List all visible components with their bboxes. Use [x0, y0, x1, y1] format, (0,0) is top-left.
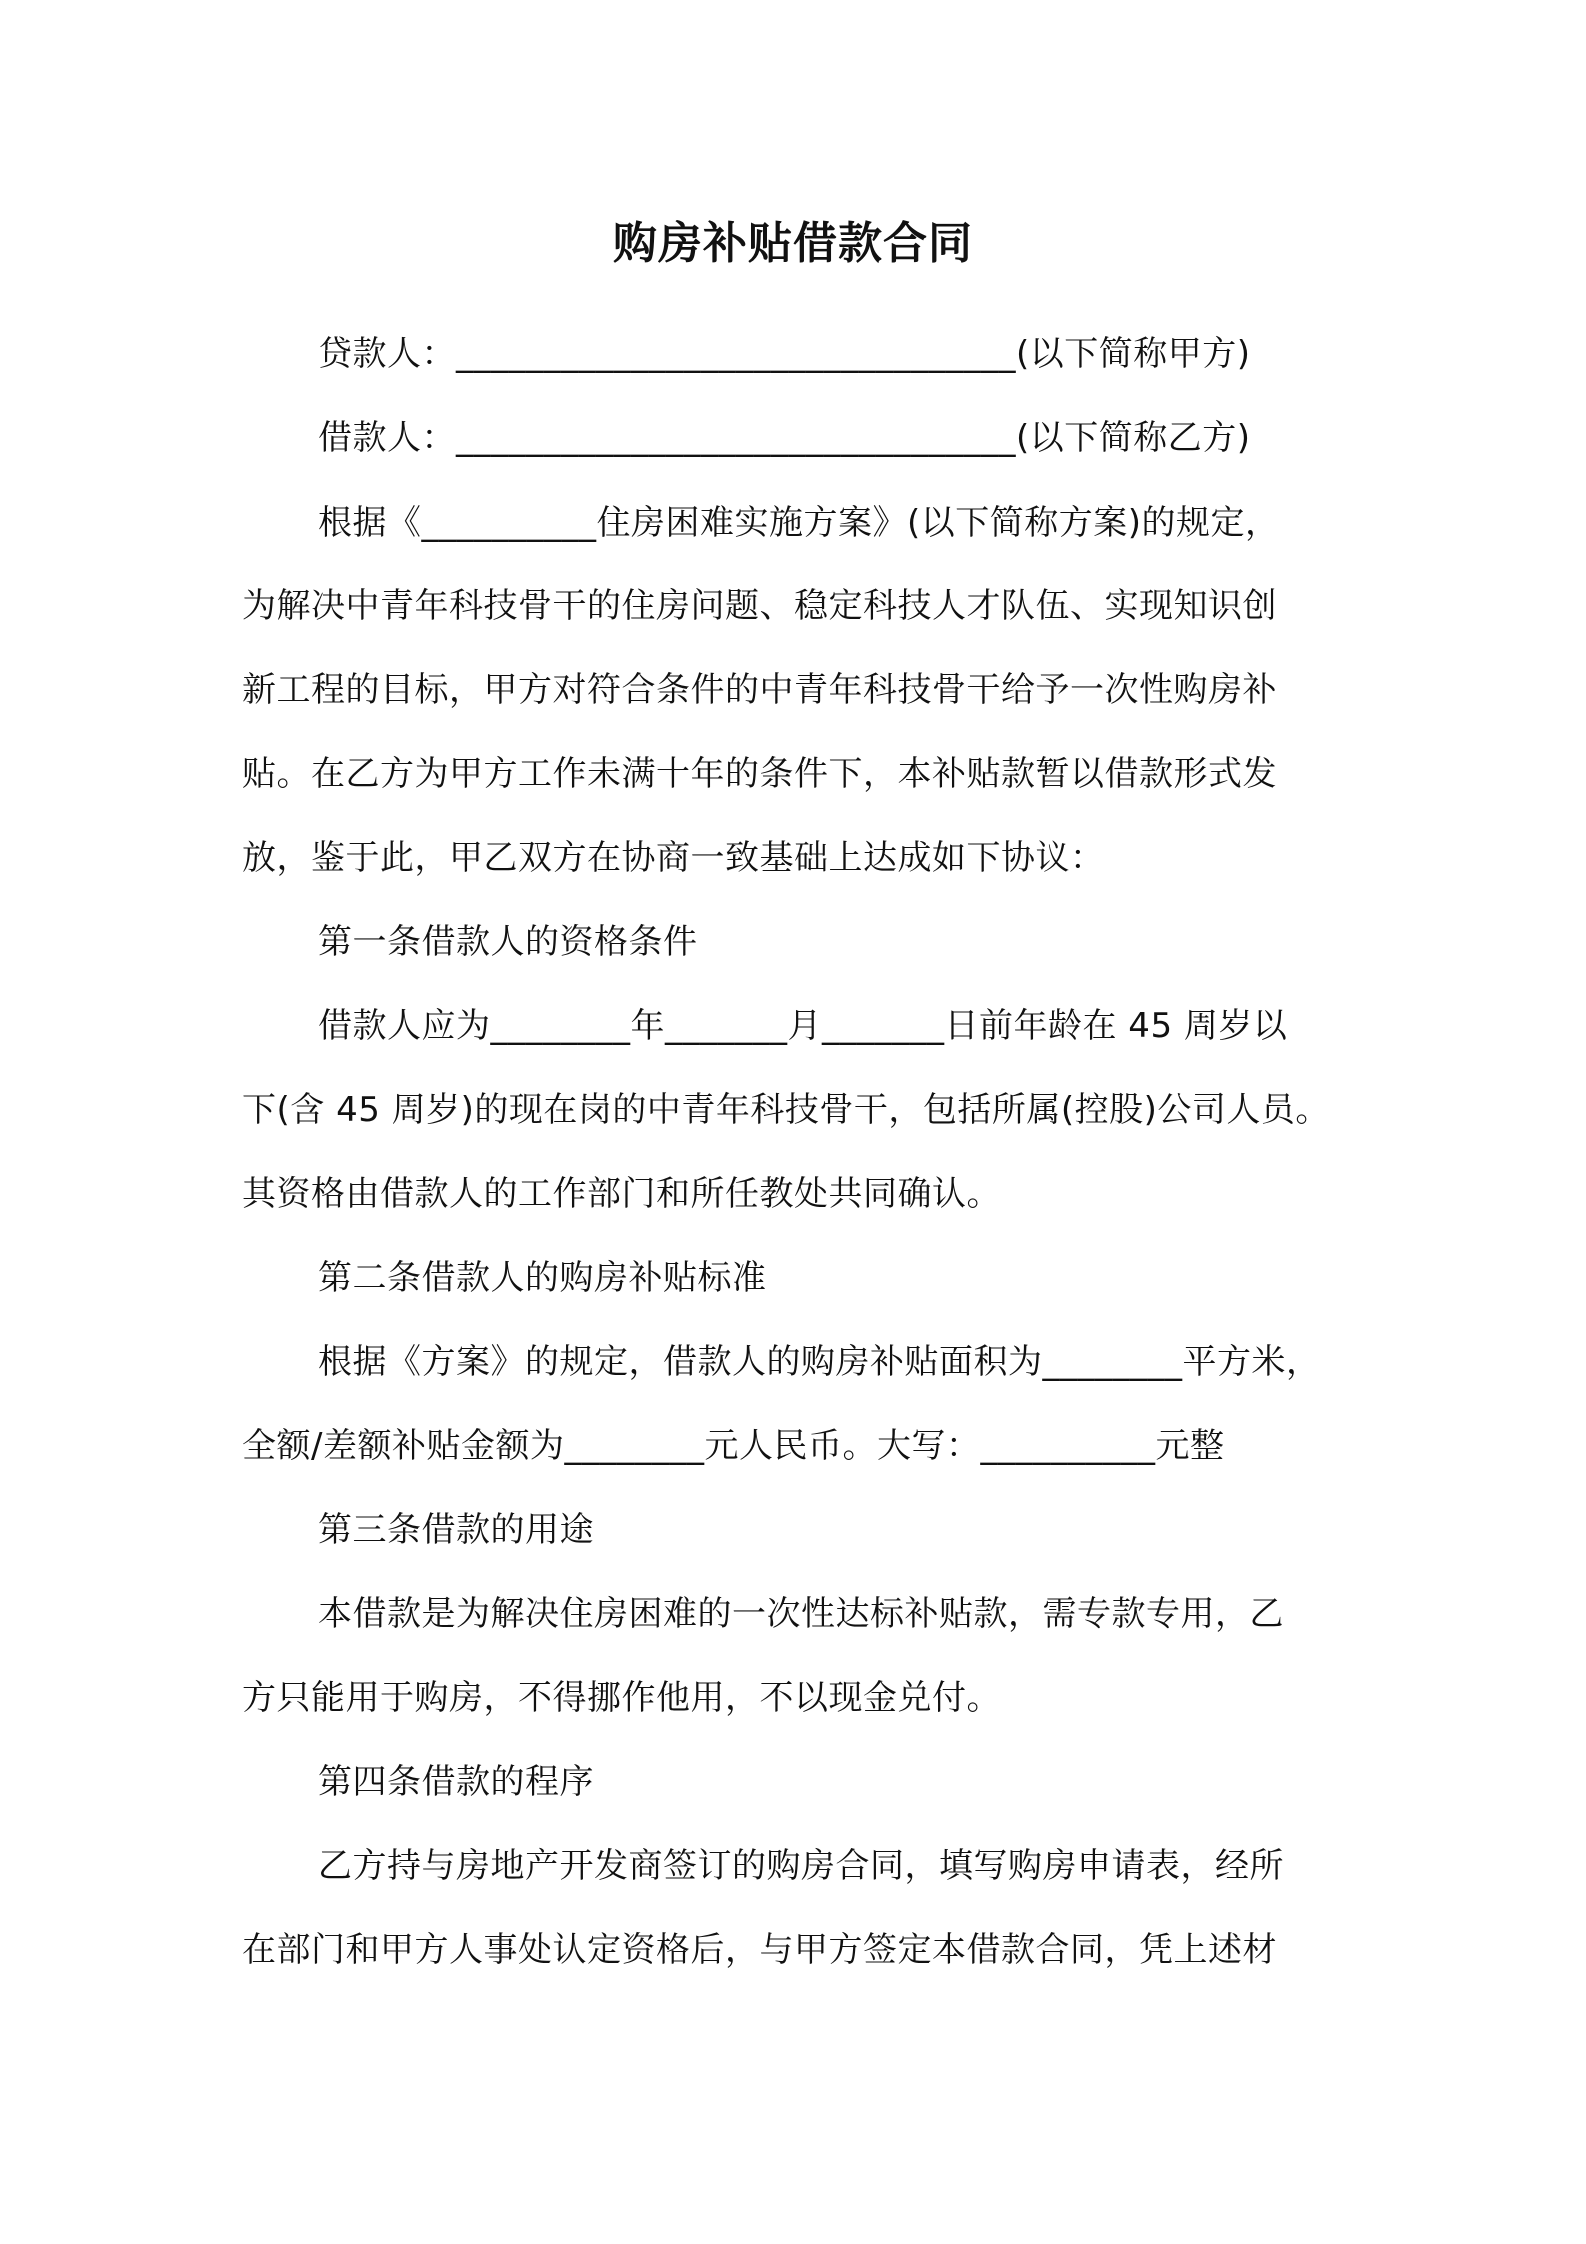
article-1-heading: 第一条借款人的资格条件: [318, 922, 698, 962]
preamble-line-3: 新工程的目标，甲方对符合条件的中青年科技骨干给予一次性购房补: [242, 670, 1277, 710]
article-2-line-2: 全额/差额补贴金额为________元人民币。大写：__________元整: [242, 1426, 1225, 1466]
article-1-line-1: 借款人应为________年_______月_______日前年龄在 45 周岁以: [318, 1006, 1288, 1046]
article-3-line-2: 方只能用于购房，不得挪作他用，不以现金兑付。: [242, 1678, 1001, 1718]
article-4-heading: 第四条借款的程序: [318, 1762, 594, 1802]
article-3-line-1: 本借款是为解决住房困难的一次性达标补贴款，需专款专用，乙: [318, 1594, 1284, 1634]
preamble-line-5: 放，鉴于此，甲乙双方在协商一致基础上达成如下协议：: [242, 838, 1105, 878]
article-4-line-2: 在部门和甲方人事处认定资格后，与甲方签定本借款合同，凭上述材: [242, 1930, 1277, 1970]
lender-line: 贷款人：________________________________(以下简称甲方): [318, 334, 1251, 374]
article-3-heading: 第三条借款的用途: [318, 1510, 594, 1550]
article-2-line-1: 根据《方案》的规定，借款人的购房补贴面积为________平方米，: [318, 1342, 1321, 1382]
preamble-line-2: 为解决中青年科技骨干的住房问题、稳定科技人才队伍、实现知识创: [242, 586, 1277, 626]
article-1-line-3: 其资格由借款人的工作部门和所任教处共同确认。: [242, 1174, 1001, 1214]
article-1-line-2: 下(含 45 周岁)的现在岗的中青年科技骨干，包括所属(控股)公司人员。: [242, 1090, 1330, 1130]
document-title: 购房补贴借款合同: [613, 218, 973, 269]
preamble-line-1: 根据《__________住房困难实施方案》(以下简称方案)的规定，: [318, 503, 1280, 543]
article-2-heading: 第二条借款人的购房补贴标准: [318, 1258, 767, 1298]
borrower-line: 借款人：________________________________(以下简称乙方): [318, 418, 1251, 458]
preamble-line-4: 贴。在乙方为甲方工作未满十年的条件下，本补贴款暂以借款形式发: [242, 754, 1277, 794]
article-4-line-1: 乙方持与房地产开发商签订的购房合同，填写购房申请表，经所: [318, 1846, 1284, 1886]
